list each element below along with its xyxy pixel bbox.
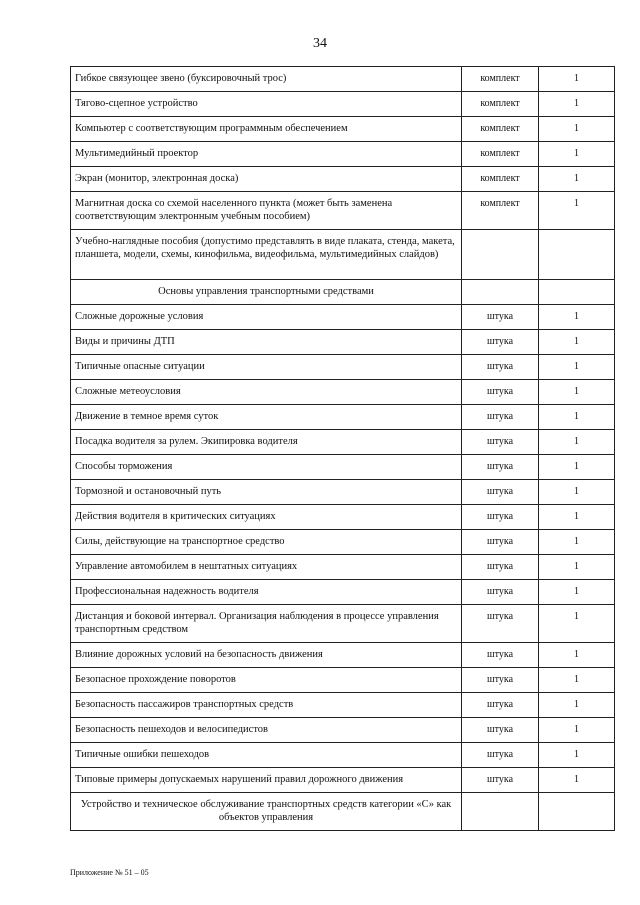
row-name: Тормозной и остановочный путь — [71, 480, 462, 505]
table-row — [71, 230, 615, 280]
row-qty: 1 — [539, 117, 615, 142]
row-name: Типичные опасные ситуации — [71, 355, 462, 380]
row-unit: штука — [462, 530, 539, 555]
table-row — [71, 167, 615, 192]
row-name: Безопасность пассажиров транспортных средств — [71, 693, 462, 718]
row-qty: 1 — [539, 430, 615, 455]
row-name: Типичные ошибки пешеходов — [71, 743, 462, 768]
row-unit: штука — [462, 480, 539, 505]
table-row — [71, 668, 615, 693]
row-unit: штука — [462, 405, 539, 430]
row-name: Магнитная доска со схемой населенного пункта (может быть заменена соответствующим электронным учебным пособием) — [71, 192, 462, 230]
row-qty: 1 — [539, 580, 615, 605]
row-qty — [539, 280, 615, 305]
row-qty: 1 — [539, 743, 615, 768]
row-name: Профессиональная надежность водителя — [71, 580, 462, 605]
row-unit: штука — [462, 430, 539, 455]
row-unit: штука — [462, 355, 539, 380]
table-row — [71, 768, 615, 793]
row-qty: 1 — [539, 505, 615, 530]
row-unit: комплект — [462, 142, 539, 167]
row-unit: штука — [462, 768, 539, 793]
row-qty — [539, 793, 615, 831]
table-row — [71, 530, 615, 555]
table-row — [71, 743, 615, 768]
row-unit — [462, 793, 539, 831]
table-row — [71, 355, 615, 380]
row-unit: штука — [462, 718, 539, 743]
row-name: Безопасное прохождение поворотов — [71, 668, 462, 693]
row-qty: 1 — [539, 192, 615, 230]
table-row — [71, 693, 615, 718]
row-qty: 1 — [539, 555, 615, 580]
section-heading: Устройство и техническое обслуживание транспортных средств категории «С» как объектов управления — [71, 793, 462, 831]
row-qty: 1 — [539, 167, 615, 192]
footer-note: Приложение № 51 – 05 — [70, 868, 149, 877]
row-name: Дистанция и боковой интервал. Организация наблюдения в процессе управления транспортным средством — [71, 605, 462, 643]
row-name: Силы, действующие на транспортное средство — [71, 530, 462, 555]
row-qty: 1 — [539, 693, 615, 718]
table-row — [71, 643, 615, 668]
row-unit — [462, 280, 539, 305]
row-name: Посадка водителя за рулем. Экипировка водителя — [71, 430, 462, 455]
section-row — [71, 280, 615, 305]
row-name: Движение в темное время суток — [71, 405, 462, 430]
row-qty: 1 — [539, 405, 615, 430]
row-qty — [539, 230, 615, 280]
row-unit: комплект — [462, 192, 539, 230]
row-name: Влияние дорожных условий на безопасность движения — [71, 643, 462, 668]
row-qty: 1 — [539, 380, 615, 405]
row-unit: штука — [462, 305, 539, 330]
row-unit: штука — [462, 743, 539, 768]
table-row — [71, 505, 615, 530]
row-name: Сложные дорожные условия — [71, 305, 462, 330]
row-name: Сложные метеоусловия — [71, 380, 462, 405]
row-unit: штука — [462, 380, 539, 405]
row-unit: штука — [462, 330, 539, 355]
row-name: Безопасность пешеходов и велосипедистов — [71, 718, 462, 743]
row-qty: 1 — [539, 92, 615, 117]
row-unit: штука — [462, 455, 539, 480]
row-name: Действия водителя в критических ситуациях — [71, 505, 462, 530]
row-qty: 1 — [539, 305, 615, 330]
row-qty: 1 — [539, 330, 615, 355]
table-row — [71, 455, 615, 480]
row-qty: 1 — [539, 605, 615, 643]
row-unit: комплект — [462, 92, 539, 117]
row-qty: 1 — [539, 668, 615, 693]
row-qty: 1 — [539, 718, 615, 743]
page-number: 34 — [313, 36, 327, 51]
table-row — [71, 92, 615, 117]
row-unit: штука — [462, 693, 539, 718]
row-unit: штука — [462, 555, 539, 580]
row-unit: комплект — [462, 117, 539, 142]
row-unit: штука — [462, 505, 539, 530]
row-name: Мультимедийный проектор — [71, 142, 462, 167]
table-row — [71, 305, 615, 330]
row-name: Управление автомобилем в нештатных ситуациях — [71, 555, 462, 580]
table-row — [71, 117, 615, 142]
row-unit: штука — [462, 668, 539, 693]
equipment-table — [70, 66, 615, 831]
table-row — [71, 430, 615, 455]
row-unit — [462, 230, 539, 280]
table-row — [71, 380, 615, 405]
row-qty: 1 — [539, 67, 615, 92]
row-name: Виды и причины ДТП — [71, 330, 462, 355]
row-qty: 1 — [539, 142, 615, 167]
table-row — [71, 718, 615, 743]
row-name: Гибкое связующее звено (буксировочный трос) — [71, 67, 462, 92]
row-name: Типовые примеры допускаемых нарушений правил дорожного движения — [71, 768, 462, 793]
table-row — [71, 580, 615, 605]
table-row — [71, 192, 615, 230]
row-qty: 1 — [539, 355, 615, 380]
row-unit: штука — [462, 605, 539, 643]
row-qty: 1 — [539, 530, 615, 555]
row-name: Учебно-наглядные пособия (допустимо представлять в виде плаката, стенда, макета, планшета, модели, схемы, кинофильма, видеофильма, мультимедийных слайдов) — [71, 230, 462, 280]
row-qty: 1 — [539, 643, 615, 668]
section-heading: Основы управления транспортными средствами — [71, 280, 462, 305]
row-name: Компьютер с соответствующим программным обеспечением — [71, 117, 462, 142]
table-row — [71, 555, 615, 580]
table-row — [71, 142, 615, 167]
row-qty: 1 — [539, 455, 615, 480]
row-qty: 1 — [539, 480, 615, 505]
table-row — [71, 605, 615, 643]
table-row — [71, 480, 615, 505]
row-qty: 1 — [539, 768, 615, 793]
row-name: Тягово-сцепное устройство — [71, 92, 462, 117]
row-unit: комплект — [462, 67, 539, 92]
table-row — [71, 67, 615, 92]
table-row — [71, 330, 615, 355]
row-unit: штука — [462, 643, 539, 668]
table-row — [71, 405, 615, 430]
row-name: Экран (монитор, электронная доска) — [71, 167, 462, 192]
row-name: Способы торможения — [71, 455, 462, 480]
row-unit: штука — [462, 580, 539, 605]
row-unit: комплект — [462, 167, 539, 192]
section-row — [71, 793, 615, 831]
